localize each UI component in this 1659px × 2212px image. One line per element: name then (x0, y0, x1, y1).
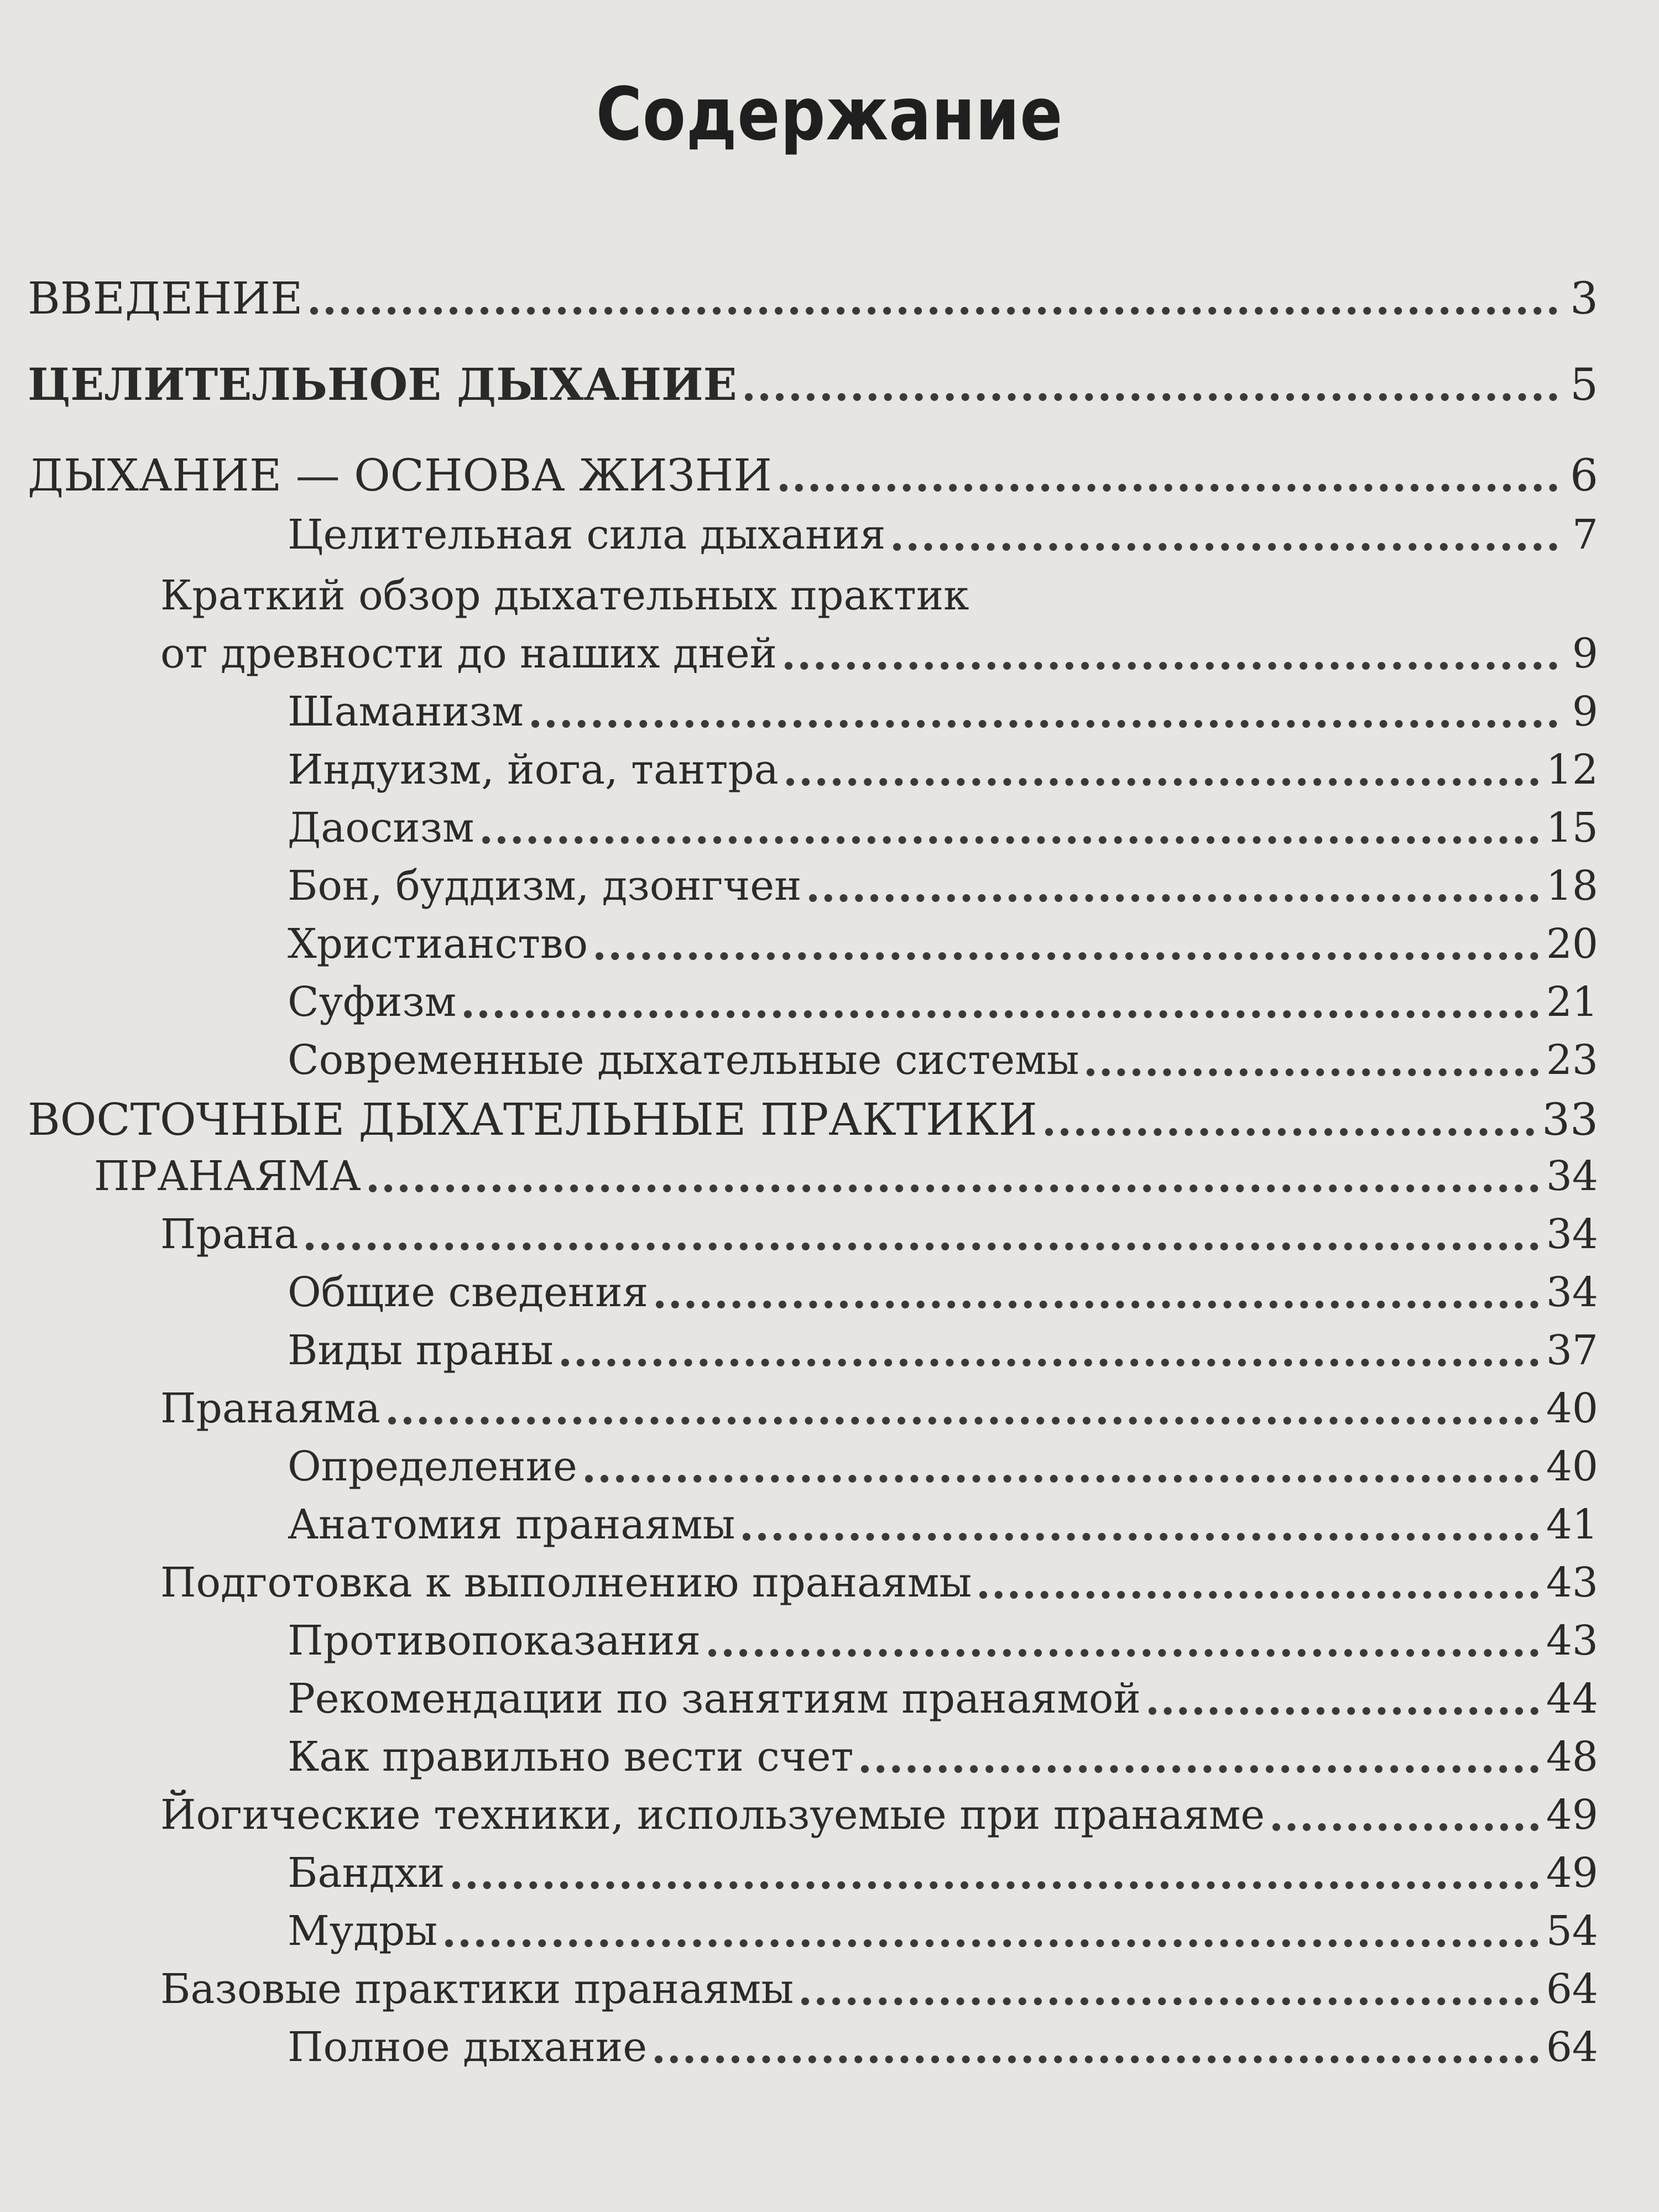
toc-entry (28, 450, 1598, 501)
toc-entry (94, 1152, 1598, 1200)
toc-entry (288, 978, 1598, 1026)
dot-leader (979, 1591, 1538, 1599)
toc-entry (288, 1501, 1598, 1548)
toc-entry-label: Виды праны (288, 1327, 554, 1374)
dot-leader (482, 836, 1538, 844)
toc-entry (28, 1094, 1598, 1145)
toc-entry (28, 358, 1598, 410)
dot-leader (1087, 1068, 1538, 1076)
toc-entry-label: Подготовка к выполнению пранаямы (160, 1559, 972, 1606)
dot-leader (531, 720, 1557, 728)
toc-entry-label: Анатомия пранаямы (288, 1501, 735, 1548)
dot-leader (388, 1417, 1538, 1425)
toc-entry (28, 273, 1598, 324)
toc-entry (160, 1791, 1598, 1839)
toc-entry-label: Целительная сила дыхания (288, 511, 886, 559)
dot-leader (1045, 1128, 1535, 1136)
toc-entry (160, 1385, 1598, 1432)
toc-entry-page-number: 6 (1570, 450, 1598, 501)
toc-entry (160, 572, 1598, 619)
toc-entry-label: Мудры (288, 1907, 438, 1955)
page-title: Содержание (596, 72, 1063, 157)
toc-entry-page-number: 33 (1542, 1094, 1598, 1145)
toc-entry (288, 1907, 1598, 1955)
toc-entry-label: ВОСТОЧНЫЕ ДЫХАТЕЛЬНЫЕ ПРАКТИКИ (28, 1094, 1037, 1145)
toc-entry (288, 804, 1598, 852)
toc-entry (160, 1211, 1598, 1258)
toc-entry-page-number: 21 (1546, 978, 1598, 1026)
toc-entry-page-number: 18 (1546, 862, 1598, 910)
toc-entry (160, 1965, 1598, 2013)
dot-leader (452, 1881, 1538, 1889)
toc-entry-page-number: 3 (1570, 273, 1598, 324)
toc-entry-label: от древности до наших дней (160, 630, 777, 677)
toc-entry-label: ЦЕЛИТЕЛЬНОЕ ДЫХАНИЕ (28, 358, 737, 410)
toc-entry-page-number: 64 (1546, 2023, 1598, 2071)
toc-entry-label: ДЫХАНИЕ — ОСНОВА ЖИЗНИ (28, 450, 773, 501)
toc-entry-label: Базовые практики пранаямы (160, 1965, 794, 2013)
toc-entry-page-number: 54 (1546, 1907, 1598, 1955)
dot-leader (780, 484, 1557, 492)
dot-leader (306, 1243, 1538, 1250)
toc-entry-page-number: 49 (1546, 1849, 1598, 1897)
toc-entry-page-number: 40 (1546, 1385, 1598, 1432)
toc-entry-label: Прана (160, 1211, 299, 1258)
dot-leader (801, 1997, 1538, 2005)
toc-entry (288, 746, 1598, 794)
toc-entry-page-number: 40 (1546, 1443, 1598, 1490)
toc-entry-label: Как правильно вести счет (288, 1733, 854, 1781)
toc-entry (288, 1327, 1598, 1374)
toc-entry (288, 1849, 1598, 1897)
dot-leader (656, 1301, 1538, 1308)
toc-entry (288, 2023, 1598, 2071)
toc-entry-label: Бандхи (288, 1849, 445, 1897)
dot-leader (464, 1010, 1538, 1018)
dot-leader (786, 778, 1538, 786)
dot-leader (310, 307, 1557, 315)
toc-entry-page-number: 12 (1546, 746, 1598, 794)
toc-entry-page-number: 37 (1546, 1327, 1598, 1374)
toc-entry-page-number: 49 (1546, 1791, 1598, 1839)
dot-leader (861, 1765, 1538, 1773)
toc-entry-page-number: 34 (1546, 1152, 1598, 1200)
toc-entry-page-number: 34 (1546, 1211, 1598, 1258)
toc-entry (288, 511, 1598, 559)
toc-entry-label: Определение (288, 1443, 577, 1490)
toc-entry-page-number: 15 (1546, 804, 1598, 852)
toc-entry (288, 1036, 1598, 1084)
toc-entry-label: Суфизм (288, 978, 457, 1026)
toc-entry-page-number: 64 (1546, 1965, 1598, 2013)
toc-entry-page-number: 23 (1546, 1036, 1598, 1084)
dot-leader (655, 2056, 1538, 2063)
toc-entry-label: Шаманизм (288, 688, 524, 735)
dot-leader (445, 1939, 1538, 1947)
toc-entry (288, 1675, 1598, 1723)
toc-entry (288, 688, 1598, 735)
toc-entry-label: Пранаяма (160, 1385, 380, 1432)
dot-leader (745, 393, 1557, 401)
toc-entry-page-number: 20 (1546, 920, 1598, 968)
toc-entry-page-number: 7 (1572, 511, 1598, 559)
dot-leader (1149, 1707, 1538, 1715)
dot-leader (561, 1359, 1538, 1366)
dot-leader (1272, 1823, 1538, 1831)
dot-leader (596, 952, 1538, 960)
toc-entry-page-number: 48 (1546, 1733, 1598, 1781)
toc-entry (288, 862, 1598, 910)
toc-entry (288, 1269, 1598, 1316)
toc-entry (160, 1559, 1598, 1606)
toc-entry (160, 630, 1598, 677)
toc-entry-label: Индуизм, йога, тантра (288, 746, 779, 794)
toc-entry-page-number: 9 (1572, 630, 1598, 677)
dot-leader (708, 1649, 1538, 1657)
toc-entry-label: Йогические техники, используемые при пранаяме (160, 1791, 1265, 1839)
toc-entry-label: Противопоказания (288, 1617, 701, 1665)
toc-entry-label: Рекомендации по занятиям пранаямой (288, 1675, 1141, 1723)
toc-entry (288, 920, 1598, 968)
toc-entry-label: ПРАНАЯМА (94, 1152, 361, 1200)
dot-leader (785, 662, 1557, 670)
toc-entry-label: ВВЕДЕНИЕ (28, 273, 303, 324)
dot-leader (743, 1533, 1538, 1541)
toc-entry-label: Полное дыхание (288, 2023, 648, 2071)
dot-leader (809, 894, 1538, 902)
toc-entry-page-number: 43 (1546, 1617, 1598, 1665)
toc-entry-label: Общие сведения (288, 1269, 649, 1316)
toc-entry-label: Христианство (288, 920, 588, 968)
toc-entry-page-number: 34 (1546, 1269, 1598, 1316)
toc-entry-label: Бон, буддизм, дзонгчен (288, 862, 802, 910)
toc-entry-page-number: 44 (1546, 1675, 1598, 1723)
dot-leader (893, 543, 1557, 551)
toc-entry-label: Краткий обзор дыхательных практик (160, 572, 969, 619)
toc-entry-page-number: 5 (1570, 359, 1598, 410)
toc-entry (288, 1617, 1598, 1665)
dot-leader (585, 1475, 1538, 1483)
toc-entry-page-number: 9 (1572, 688, 1598, 735)
toc-entry-page-number: 43 (1546, 1559, 1598, 1606)
dot-leader (369, 1185, 1538, 1192)
toc-entry (288, 1443, 1598, 1490)
toc-entry-label: Современные дыхательные системы (288, 1036, 1079, 1084)
toc-entry-page-number: 41 (1546, 1501, 1598, 1548)
toc-entry-label: Даосизм (288, 804, 474, 852)
toc-entry (288, 1733, 1598, 1781)
